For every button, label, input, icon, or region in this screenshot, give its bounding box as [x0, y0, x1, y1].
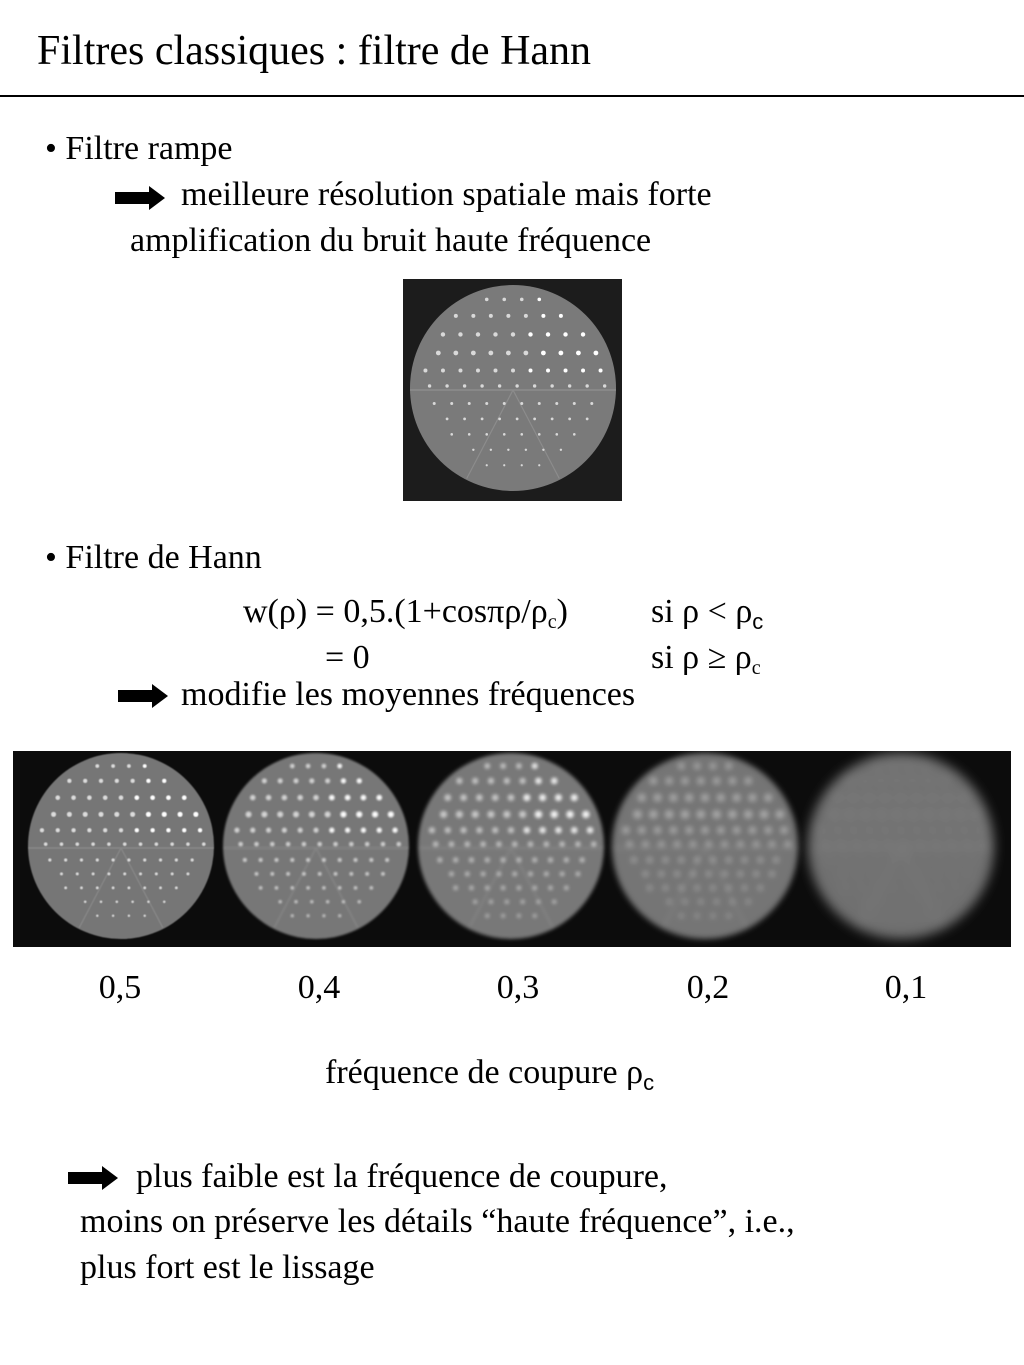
cutoff-label-2: 0,4 — [297, 969, 341, 1006]
phantom-image-ramp — [403, 279, 622, 501]
right-arrow-icon — [68, 1166, 120, 1190]
cutoff-caption — [325, 1053, 654, 1093]
phantom-strip-hann — [13, 751, 1011, 947]
phantom-disc — [612, 753, 798, 939]
right-arrow-icon — [115, 186, 167, 210]
ramp-text-line2: amplification du bruit haute fréquence — [130, 222, 652, 259]
cutoff-label-4: 0,2 — [686, 969, 730, 1006]
formula-cond2 — [651, 638, 761, 678]
formula-lhs-sub: c — [547, 611, 557, 633]
cutoff-caption-text: fréquence de coupure ρ — [325, 1054, 644, 1091]
phantom-disc — [418, 753, 604, 939]
formula-cond1-sub: c — [752, 609, 764, 634]
phantom-disc — [410, 285, 616, 491]
conclusion-line2: moins on préserve les détails “haute fréquence”, i.e., — [80, 1203, 795, 1240]
formula-cond1-text: si ρ < ρ — [651, 593, 753, 630]
conclusion-line3: plus fort est le lissage — [80, 1249, 375, 1286]
formula-cond1 — [651, 592, 763, 632]
right-arrow-icon — [118, 684, 170, 708]
phantom-disc — [808, 753, 994, 939]
ramp-text-line1: meilleure résolution spatiale mais forte — [181, 176, 712, 213]
bullet-filtre-hann: • Filtre de Hann — [45, 539, 262, 576]
cutoff-label-5: 0,1 — [884, 969, 928, 1006]
formula-lhs-close: ) — [556, 593, 568, 630]
conclusion-line1: plus faible est la fréquence de coupure, — [136, 1158, 668, 1195]
bullet-filtre-rampe: • Filtre rampe — [45, 130, 233, 167]
phantom-disc — [28, 753, 214, 939]
formula-line1 — [243, 592, 568, 632]
cutoff-label-1: 0,5 — [98, 969, 142, 1006]
formula-line2: = 0 — [325, 639, 370, 676]
phantom-disc — [223, 753, 409, 939]
cutoff-caption-sub: c — [643, 1070, 655, 1095]
hann-effect-text: modifie les moyennes fréquences — [181, 676, 636, 713]
formula-lhs: w(ρ) = 0,5.(1+cosπρ/ρ — [243, 593, 548, 630]
formula-cond2-sub: c — [751, 657, 761, 679]
cutoff-label-3: 0,3 — [496, 969, 540, 1006]
page-title: Filtres classiques : filtre de Hann — [37, 28, 592, 74]
formula-cond2-text: si ρ ≥ ρ — [651, 639, 752, 676]
title-divider — [0, 95, 1024, 97]
